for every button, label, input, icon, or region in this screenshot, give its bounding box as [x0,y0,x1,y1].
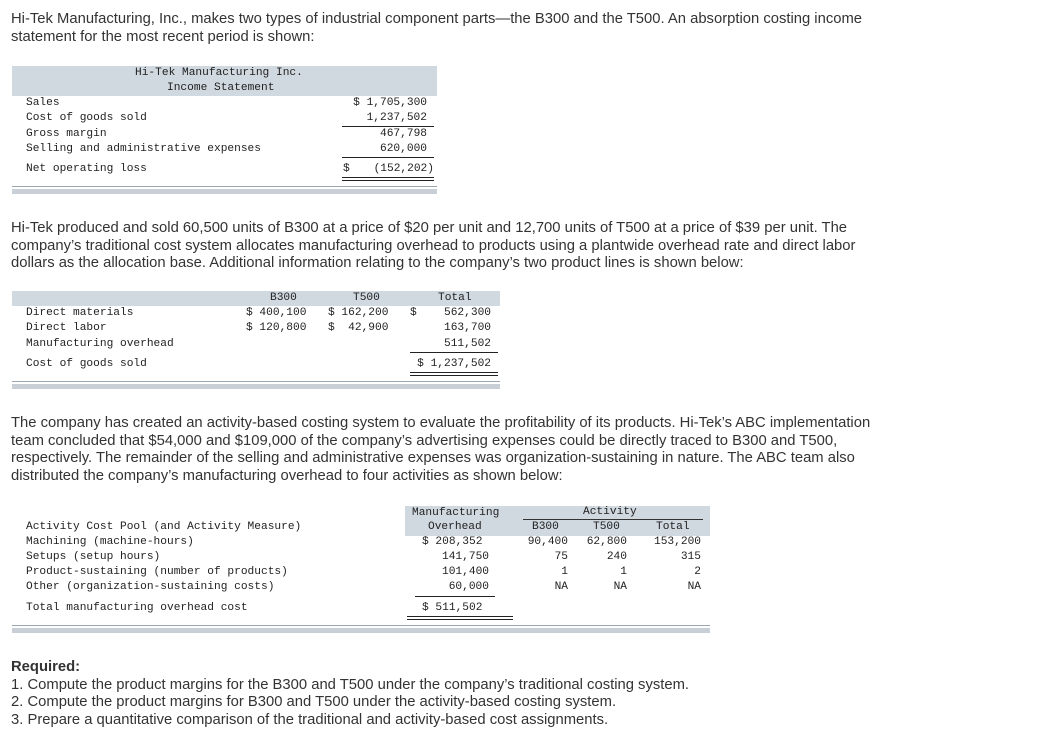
product-header-total: Total [438,292,472,304]
pt-label-moh: Manufacturing overhead [26,338,174,350]
abc-label-other: Other (organization-sustaining costs) [26,581,275,593]
is-bottom-bar [12,186,437,187]
product-header-band [12,291,500,306]
para2-line-1: Hi-Tek produced and sold 60,500 units of B300 at a price of $20 per unit and 12,700 units of T500 at a price of $39 per unit. The [11,220,848,236]
abc-mo-header-2: Overhead [428,521,482,533]
is-rule-net-loss-2 [342,180,434,181]
pt-t500-dm: $ 162,200 [328,307,389,319]
paragraph-3 [11,415,1011,485]
pt-bottom-strip [12,384,500,389]
required-section [11,659,1011,729]
abc-activity-header-rule [523,519,703,520]
abc-b300-setups: 75 [554,551,568,563]
para3-line-4: distributed the company’s manufacturing overhead to four activities as shown below: [11,467,563,484]
income-statement-company: Hi-Tek Manufacturing Inc. [135,67,303,79]
abc-t500-other: NA [613,581,627,593]
abc-label-product-sustaining: Product-sustaining (number of products) [26,566,288,578]
abc-mo-header-1: Manufacturing [412,507,500,519]
abc-t500-setups: 240 [606,551,627,563]
abc-b300-product-sustaining: 1 [561,566,568,578]
abc-b300-machining: 90,400 [527,536,568,548]
intro-paragraph [11,11,1011,46]
para3-line-1: The company has created an activity-based costing system to evaluate the profitability of its products. Hi-Tek’s ABC implementation [11,415,871,431]
abc-total-value: $ 511,502 [422,602,483,614]
is-label-cogs: Cost of goods sold [26,112,147,124]
is-bottom-strip [12,189,437,194]
pt-b300-dl: $ 120,800 [246,322,307,334]
abc-pool-header: Activity Cost Pool (and Activity Measure) [26,521,302,533]
is-rule-sga [342,157,434,158]
is-label-sales: Sales [26,97,60,109]
abc-label-setups: Setups (setup hours) [26,551,161,563]
abc-oh-other: 60,000 [448,581,489,593]
abc-bottom-bar [12,625,710,626]
is-rule-cogs [342,126,434,127]
abc-t500-machining: 62,800 [586,536,627,548]
pt-dollar-dm: $ [410,307,417,319]
pt-total-dl: 163,700 [444,322,491,334]
abc-rule-total-2 [407,619,513,620]
income-statement-title: Income Statement [167,82,275,94]
pt-rule-cogs-2 [410,375,498,376]
required-item-2: 2. Compute the product margins for B300 and T500 under the activity-based costing system. [11,694,617,711]
is-value-sga: 620,000 [380,143,427,155]
pt-t500-dl: $ 42,900 [328,322,389,334]
abc-total-machining: 153,200 [654,536,701,548]
abc-oh-machining: $ 208,352 [422,536,483,548]
abc-t500-product-sustaining: 1 [620,566,627,578]
required-item-3: 3. Prepare a quantitative comparison of the traditional and activity-based cost assignments. [11,711,609,728]
paragraph-2 [11,220,1011,273]
is-net-loss-dollar: $ [343,163,350,175]
abc-oh-setups: 141,750 [442,551,489,563]
pt-total-cogs: $ 1,237,502 [417,358,491,370]
pt-label-dm: Direct materials [26,307,134,319]
abc-rule-other [415,596,495,597]
pt-bottom-bar [12,381,500,382]
is-label-net-loss: Net operating loss [26,163,147,175]
intro-line-2: statement for the most recent period is shown: [11,28,315,45]
is-label-sga: Selling and administrative expenses [26,143,261,155]
abc-col-b300: B300 [532,521,559,533]
is-value-cogs: 1,237,502 [366,112,427,124]
is-value-gross-margin: 467,798 [380,128,427,140]
abc-col-total: Total [656,521,690,533]
para3-line-2: team concluded that $54,000 and $109,000 of the company’s advertising expenses could be directly traced to B300 and T500, [11,432,838,449]
para2-line-2: company’s traditional cost system allocates manufacturing overhead to products using a plantwide overhead rate and direct labor [11,237,856,254]
pt-label-dl: Direct labor [26,322,107,334]
is-rule-net-loss-1 [342,177,434,178]
abc-total-other: NA [687,581,701,593]
para2-line-3: dollars as the allocation base. Additional information relating to the company’s two product lines is shown below: [11,255,744,272]
abc-total-setups: 315 [680,551,701,563]
abc-oh-product-sustaining: 101,400 [442,566,489,578]
pt-label-cogs: Cost of goods sold [26,358,147,370]
pt-rule-cogs-1 [410,372,498,373]
abc-b300-other: NA [554,581,568,593]
abc-total-label: Total manufacturing overhead cost [26,602,248,614]
is-value-net-loss: (152,202) [373,163,434,175]
pt-b300-dm: $ 400,100 [246,307,307,319]
para3-line-3: respectively. The remainder of the selling and administrative expenses was organization-sustaining in nature. The ABC team also [11,450,855,467]
pt-total-moh: 511,502 [444,338,491,350]
intro-line-1: Hi-Tek Manufacturing, Inc., makes two types of industrial component parts—the B300 and the T500. An absorption costing income [11,11,863,27]
pt-rule-moh [410,352,498,353]
abc-total-product-sustaining: 2 [694,566,701,578]
abc-label-machining: Machining (machine-hours) [26,536,194,548]
product-header-t500: T500 [353,292,380,304]
abc-col-t500: T500 [593,521,620,533]
required-item-1: 1. Compute the product margins for the B300 and T500 under the company’s traditional costing system. [11,676,690,693]
product-header-b300: B300 [270,292,297,304]
is-value-sales: $ 1,705,300 [353,97,427,109]
pt-total-dm: 562,300 [444,307,491,319]
abc-activity-header: Activity [583,506,637,518]
is-label-gross-margin: Gross margin [26,128,107,140]
abc-bottom-strip [12,628,710,633]
required-title: Required: [11,659,81,675]
abc-rule-total-1 [407,616,513,617]
